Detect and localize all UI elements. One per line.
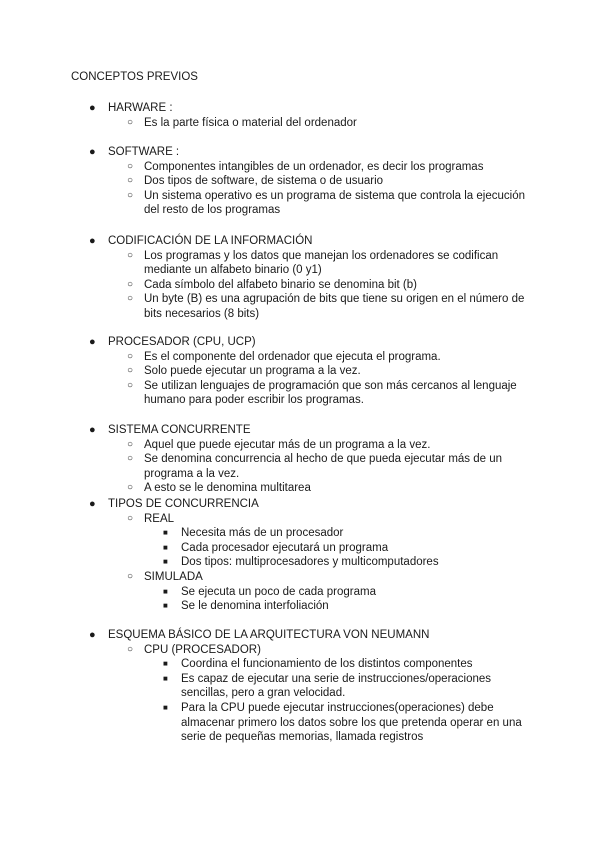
list-item: programa a la vez. <box>144 467 240 480</box>
section-heading: CODIFICACIÓN DE LA INFORMACIÓN <box>108 235 313 247</box>
sub-list-item: Dos tipos: multiprocesadores y multicomputadores <box>181 556 439 569</box>
bullet-square-icon: ■ <box>163 659 168 669</box>
section-heading: HARWARE : <box>108 102 173 114</box>
list-item: Es la parte física o material del ordenador <box>144 116 357 129</box>
list-item: humano para poder escribir los programas. <box>144 394 364 407</box>
list-item: SIMULADA <box>144 571 203 583</box>
bullet-square-icon: ■ <box>163 601 168 611</box>
section-heading: TIPOS DE CONCURRENCIA <box>108 498 259 510</box>
bullet-hollow-circle-icon: ○ <box>127 160 134 172</box>
sub-list-item: Se ejecuta un poco de cada programa <box>181 585 376 598</box>
bullet-hollow-circle-icon: ○ <box>127 116 134 128</box>
bullet-hollow-circle-icon: ○ <box>127 512 134 524</box>
section-heading: SISTEMA CONCURRENTE <box>108 424 251 436</box>
bullet-square-icon: ■ <box>163 703 168 712</box>
sub-list-item: Coordina el funcionamiento de los distintos componentes <box>181 658 473 671</box>
bullet-filled-circle-icon: ● <box>89 102 96 114</box>
bullet-hollow-circle-icon: ○ <box>127 350 134 362</box>
bullet-hollow-circle-icon: ○ <box>127 293 134 305</box>
list-item: Se denomina concurrencia al hecho de que pueda ejecutar más de un <box>144 453 503 466</box>
list-item: Solo puede ejecutar un programa a la vez. <box>144 365 361 378</box>
sub-list-item: sencillas, pero a gran velocidad. <box>181 687 346 700</box>
sub-list-item: serie de pequeñas memorias, llamada registros <box>181 731 424 744</box>
bullet-hollow-circle-icon: ○ <box>127 278 134 290</box>
bullet-square-icon: ■ <box>163 557 168 567</box>
sub-list-item: Necesita más de un procesador <box>181 527 344 540</box>
list-item: Cada símbolo del alfabeto binario se denomina bit (b) <box>144 278 417 291</box>
list-item: Un byte (B) es una agrupación de bits que tiene su origen en el número de <box>144 293 525 306</box>
page-title: CONCEPTOS PREVIOS <box>71 71 198 83</box>
list-item: A esto se le denomina multitarea <box>144 482 311 495</box>
section-heading: SOFTWARE : <box>108 146 180 158</box>
list-item: del resto de los programas <box>144 204 281 217</box>
bullet-hollow-circle-icon: ○ <box>127 643 134 655</box>
bullet-filled-circle-icon: ● <box>89 146 96 158</box>
bullet-hollow-circle-icon: ○ <box>127 379 134 391</box>
section-heading: PROCESADOR (CPU, UCP) <box>108 336 256 348</box>
bullet-hollow-circle-icon: ○ <box>127 482 134 494</box>
bullet-filled-circle-icon: ● <box>89 336 96 348</box>
list-item: Un sistema operativo es un programa de sistema que controla la ejecución <box>144 189 525 202</box>
sub-list-item: Se le denomina interfoliación <box>181 600 329 613</box>
bullet-hollow-circle-icon: ○ <box>127 453 134 465</box>
bullet-square-icon: ■ <box>163 528 168 538</box>
bullet-hollow-circle-icon: ○ <box>127 571 134 582</box>
list-item: CPU (PROCESADOR) <box>144 643 261 656</box>
sub-list-item: almacenar primero los datos sobre los que pretenda operar en una <box>181 716 522 729</box>
bullet-square-icon: ■ <box>163 586 168 596</box>
bullet-square-icon: ■ <box>163 673 168 683</box>
bullet-square-icon: ■ <box>163 542 168 552</box>
section-heading: ESQUEMA BÁSICO DE LA ARQUITECTURA VON NEUMANN <box>108 629 430 641</box>
list-item: Es el componente del ordenador que ejecuta el programa. <box>144 350 441 363</box>
sub-list-item: Para la CPU puede ejecutar instrucciones(operaciones) debe <box>181 702 494 714</box>
list-item: bits necesarios (8 bits) <box>144 308 260 320</box>
bullet-filled-circle-icon: ● <box>89 629 96 641</box>
bullet-filled-circle-icon: ● <box>89 424 96 436</box>
bullet-hollow-circle-icon: ○ <box>127 438 134 450</box>
sub-list-item: Cada procesador ejecutará un programa <box>181 541 389 554</box>
bullet-hollow-circle-icon: ○ <box>127 249 134 261</box>
bullet-hollow-circle-icon: ○ <box>127 175 134 187</box>
list-item: Aquel que puede ejecutar más de un programa a la vez. <box>144 438 431 451</box>
bullet-hollow-circle-icon: ○ <box>127 365 134 377</box>
sub-list-item: Es capaz de ejecutar una serie de instrucciones/operaciones <box>181 672 492 685</box>
list-item: Se utilizan lenguajes de programación que son más cercanos al lenguaje <box>144 379 517 392</box>
list-item: REAL <box>144 512 175 525</box>
list-item: Los programas y los datos que manejan los ordenadores se codifican <box>144 249 499 262</box>
bullet-filled-circle-icon: ● <box>89 235 96 247</box>
list-item: Dos tipos de software, de sistema o de usuario <box>144 175 384 188</box>
bullet-hollow-circle-icon: ○ <box>127 189 134 201</box>
list-item: Componentes intangibles de un ordenador, es decir los programas <box>144 160 484 173</box>
bullet-filled-circle-icon: ● <box>89 498 96 510</box>
list-item: mediante un alfabeto binario (0 y1) <box>144 264 322 277</box>
